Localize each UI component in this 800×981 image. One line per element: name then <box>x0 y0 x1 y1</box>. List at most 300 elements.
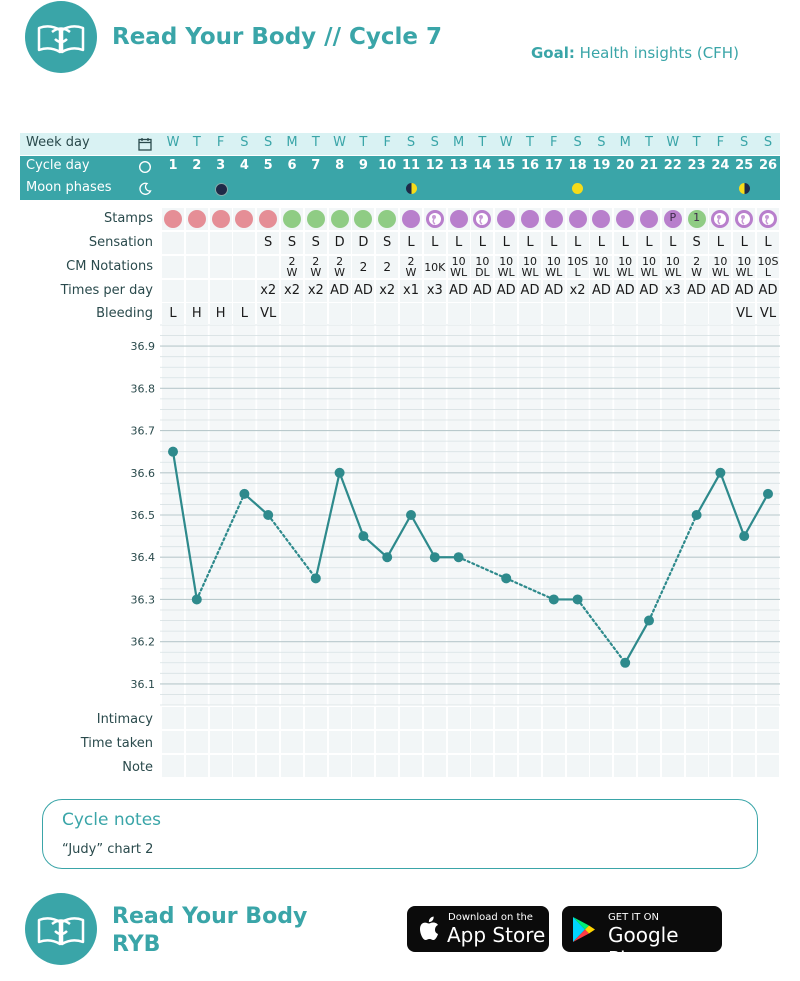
grid-cell <box>162 280 184 302</box>
grid-cell <box>329 755 351 777</box>
grid-cell <box>400 755 422 777</box>
grid-cell <box>210 755 232 777</box>
cm-notation-cell: WL <box>711 266 729 279</box>
baby-icon <box>711 210 729 228</box>
grid-cell <box>162 755 184 777</box>
baby-icon <box>473 210 491 228</box>
grid-cell <box>329 707 351 729</box>
y-tick-label: 36.3 <box>130 593 155 607</box>
play-icon <box>572 916 596 943</box>
stamp-purple <box>521 210 539 228</box>
data-point <box>501 573 511 583</box>
week-day-cell: M <box>619 135 631 150</box>
grid-cell <box>495 707 517 729</box>
cm-notation-cell: 10S <box>757 255 779 268</box>
cm-notation-cell: 10S <box>567 255 589 268</box>
app-store-small-text: Download on the <box>448 912 533 923</box>
grid-cell <box>614 303 636 325</box>
grid-cell <box>376 731 398 753</box>
grid-cell <box>709 707 731 729</box>
cycle-day-cell: 5 <box>263 158 273 173</box>
stamp-purple-peak <box>664 210 682 228</box>
note-label: Note <box>122 760 153 775</box>
grid-cell <box>329 731 351 753</box>
data-point <box>430 552 440 562</box>
cm-notation-cell: WL <box>497 266 515 279</box>
google-play-badge[interactable] <box>562 906 722 971</box>
grid-cell <box>257 707 279 729</box>
cycle-day-cell: 10 <box>378 158 397 173</box>
grid-cell <box>471 731 493 753</box>
week-day-cell: T <box>359 135 368 150</box>
cycle-day-cell: 1 <box>168 158 178 173</box>
sensation-cell: S <box>287 235 297 250</box>
grid-cell <box>638 731 660 753</box>
stamp-purple <box>545 210 563 228</box>
times-per-day-cell: x2 <box>284 283 300 298</box>
grid-cell <box>733 755 755 777</box>
times-per-day-cell: x2 <box>307 283 324 298</box>
grid-cell <box>567 707 589 729</box>
data-point <box>715 468 725 478</box>
grid-cell <box>709 755 731 777</box>
week-day-cell: S <box>430 135 439 150</box>
grid-cell <box>614 707 636 729</box>
data-point <box>311 573 321 583</box>
grid-cell <box>424 303 446 325</box>
cycle-day-cell: 14 <box>473 158 492 173</box>
grid-cell <box>233 256 255 278</box>
baby-icon <box>426 210 444 228</box>
cm-notation-cell: W <box>334 266 346 279</box>
stamp-purple-baby <box>426 210 444 228</box>
cycle-day-cell: 11 <box>401 158 421 173</box>
data-point <box>692 510 702 520</box>
cycle-day-cell: 12 <box>425 158 444 173</box>
grid-cell <box>662 707 684 729</box>
stamp-purple-baby <box>735 210 753 228</box>
grid-cell <box>757 755 779 777</box>
week-day-cell: T <box>692 135 701 150</box>
data-point <box>382 552 392 562</box>
grid-cell <box>448 707 470 729</box>
sensation-cell: L <box>573 235 582 250</box>
cycle-day-cell: 2 <box>192 158 202 173</box>
bleeding-cell: H <box>215 306 226 321</box>
week-day-cell: S <box>406 135 416 150</box>
grid-cell <box>186 755 208 777</box>
grid-cell <box>757 731 779 753</box>
grid-cell <box>471 303 493 325</box>
grid-cell <box>400 731 422 753</box>
grid-cell <box>352 707 374 729</box>
times-per-day-cell: AD <box>496 283 516 298</box>
week-day-cell: M <box>286 135 298 150</box>
week-day-cell: S <box>264 135 273 150</box>
cm-notation-cell: WL <box>735 266 753 279</box>
cm-notation-cell: W <box>691 266 703 279</box>
stamp-text: 1 <box>693 211 701 224</box>
data-point <box>739 531 749 541</box>
cycle-notes-body: “Judy” chart 2 <box>62 842 154 857</box>
sensation-cell: S <box>264 235 273 250</box>
grid-cell <box>233 755 255 777</box>
bleeding-cell: VL <box>759 306 777 321</box>
cycle-day-cell: 9 <box>358 158 368 173</box>
cycle-day-cell: 20 <box>616 158 635 173</box>
sensation-cell: L <box>454 235 463 250</box>
grid-cell <box>400 707 422 729</box>
cm-notation-cell: 10K <box>424 261 446 274</box>
times-per-day-cell: x2 <box>569 283 586 298</box>
grid-cell <box>709 731 731 753</box>
cm-notation-cell: 2 <box>312 255 320 268</box>
grid-cell <box>424 731 446 753</box>
sensation-cell: L <box>597 235 606 250</box>
grid-cell <box>210 280 232 302</box>
grid-cell <box>376 707 398 729</box>
grid-cell <box>590 303 612 325</box>
sensation-cell: S <box>383 235 392 250</box>
grid-cell <box>638 303 660 325</box>
times-per-day-cell: AD <box>758 283 778 298</box>
data-point <box>358 531 368 541</box>
stamp-text: P <box>669 211 677 224</box>
week-day-cell: S <box>597 135 606 150</box>
grid-cell <box>686 707 708 729</box>
bleeding-label: Bleeding <box>96 306 153 321</box>
cm-notation-cell: L <box>764 266 772 279</box>
cm-notation-cell: 10 <box>665 255 680 268</box>
cm-notation-cell: W <box>405 266 417 279</box>
stamp-purple <box>450 210 468 228</box>
week-day-cell: F <box>716 135 725 150</box>
times-per-day-label: Times per day <box>60 283 153 298</box>
grid-cell <box>400 303 422 325</box>
google-play-big-text: Google Play <box>608 923 679 971</box>
cycle-day-cell: 21 <box>639 158 659 173</box>
week-day-label: Week day <box>26 135 90 150</box>
cycle-day-cell: 4 <box>239 158 249 173</box>
cycle-day-cell: 3 <box>216 158 226 173</box>
times-per-day-cell: AD <box>615 283 635 298</box>
data-point <box>620 658 630 668</box>
times-per-day-cell: x3 <box>426 283 443 298</box>
grid-cell <box>186 256 208 278</box>
cycle-day-cell: 18 <box>568 158 587 173</box>
data-point <box>263 510 273 520</box>
bleeding-cell: H <box>191 306 202 321</box>
grid-cell <box>590 731 612 753</box>
grid-cell <box>210 731 232 753</box>
week-day-cell: W <box>499 135 513 150</box>
footer-title: Read Your Body <box>112 904 308 929</box>
week-day-cell: W <box>333 135 347 150</box>
grid-cell <box>709 303 731 325</box>
cm-notation-cell: WL <box>592 266 610 279</box>
data-point <box>763 489 773 499</box>
week-day-cell: S <box>240 135 249 150</box>
sensation-cell: L <box>621 235 629 250</box>
cm-notations-label: CM Notations <box>66 259 153 274</box>
week-day-cell: F <box>383 135 391 150</box>
sensation-cell: D <box>334 235 345 250</box>
data-point <box>192 594 202 604</box>
sensation-label: Sensation <box>88 235 153 250</box>
week-day-cell: F <box>216 135 225 150</box>
baby-icon <box>735 210 753 228</box>
grid-cell <box>448 755 470 777</box>
grid-cell <box>210 707 232 729</box>
page-title: Read Your Body // Cycle 7 <box>112 24 442 50</box>
grid-cell <box>471 707 493 729</box>
footer-logo <box>25 893 97 965</box>
data-point <box>573 594 583 604</box>
grid-cell <box>495 303 517 325</box>
data-point <box>335 468 345 478</box>
data-point <box>168 447 178 457</box>
grid-cell <box>733 707 755 729</box>
times-per-day-cell: AD <box>520 283 540 298</box>
grid-cell <box>210 232 232 254</box>
y-tick-label: 36.2 <box>130 635 155 649</box>
times-per-day-cell: AD <box>734 283 754 298</box>
cm-notation-cell: WL <box>640 266 658 279</box>
cm-notation-cell: 10 <box>546 255 561 268</box>
moon-phases-label: Moon phases <box>26 180 112 195</box>
cm-notation-cell: L <box>574 266 581 279</box>
sensation-cell: L <box>764 235 772 250</box>
cm-notation-cell: WL <box>545 266 563 279</box>
grid-cell <box>257 256 279 278</box>
times-per-day-cell: AD <box>710 283 730 298</box>
grid-cell <box>233 280 255 302</box>
sensation-cell: L <box>502 235 510 250</box>
grid-cell <box>424 707 446 729</box>
grid-cell <box>305 707 327 729</box>
data-point <box>239 489 249 499</box>
week-day-cell: T <box>645 135 653 150</box>
cm-notation-cell: 10 <box>642 255 656 268</box>
grid-cell <box>186 280 208 302</box>
grid-cell <box>186 232 208 254</box>
intimacy-label: Intimacy <box>96 712 153 727</box>
grid-cell <box>376 303 398 325</box>
times-per-day-cell: AD <box>591 283 611 298</box>
grid-cell <box>567 755 589 777</box>
y-tick-label: 36.9 <box>130 340 155 354</box>
stamp-red <box>212 210 230 228</box>
sensation-cell: L <box>716 235 725 250</box>
grid-cell <box>662 731 684 753</box>
bleeding-cell: VL <box>260 306 277 321</box>
grid-cell <box>281 755 303 777</box>
grid-cell <box>281 731 303 753</box>
stamp-purple-baby <box>711 210 729 228</box>
cycle-day-label: Cycle day <box>26 158 90 173</box>
grid-cell <box>281 707 303 729</box>
grid-cell <box>614 731 636 753</box>
grid-cell <box>638 755 660 777</box>
cycle-day-cell: 8 <box>335 158 345 173</box>
grid-cell <box>352 755 374 777</box>
stamp-red <box>164 210 182 228</box>
data-point <box>454 552 464 562</box>
grid-cell <box>519 707 541 729</box>
week-day-cell: W <box>666 135 680 150</box>
grid-cell <box>614 755 636 777</box>
grid-cell <box>567 731 589 753</box>
grid-cell <box>686 731 708 753</box>
cm-notation-cell: 10 <box>475 255 490 268</box>
times-per-day-cell: AD <box>472 283 492 298</box>
grid-cell <box>519 731 541 753</box>
grid-cell <box>162 707 184 729</box>
cm-notation-cell: 2 <box>383 260 391 274</box>
cycle-notes-title: Cycle notes <box>62 810 162 830</box>
week-day-cell: T <box>192 135 201 150</box>
grid-cell <box>638 707 660 729</box>
sensation-cell: L <box>645 235 653 250</box>
grid-cell <box>543 707 565 729</box>
grid-cell <box>543 755 565 777</box>
cm-notation-cell: DL <box>475 266 490 279</box>
time-taken-label: Time taken <box>80 736 153 751</box>
sensation-cell: S <box>692 235 701 250</box>
y-tick-label: 36.5 <box>130 509 155 522</box>
times-per-day-cell: x3 <box>664 283 681 298</box>
data-point <box>644 616 654 626</box>
grid-cell <box>329 303 351 325</box>
cm-notation-cell: W <box>310 266 322 279</box>
week-day-cell: S <box>573 135 582 150</box>
cycle-day-cell: 23 <box>687 158 706 173</box>
cycle-day-cell: 6 <box>287 158 297 173</box>
cycle-day-cell: 19 <box>592 158 611 173</box>
grid-cell <box>448 303 470 325</box>
cm-notation-cell: WL <box>450 266 468 279</box>
grid-cell <box>162 731 184 753</box>
cm-notation-cell: WL <box>616 266 634 279</box>
cycle-day-cell: 16 <box>520 158 540 173</box>
grid-cell <box>352 303 374 325</box>
cycle-day-cell: 13 <box>449 158 468 173</box>
y-tick-label: 36.1 <box>130 677 155 691</box>
grid-cell <box>448 731 470 753</box>
grid-cell <box>305 731 327 753</box>
app-store-big-text: App Store <box>447 923 546 947</box>
sensation-cell: L <box>526 235 534 250</box>
week-day-cell: S <box>763 135 773 150</box>
times-per-day-cell: AD <box>544 283 564 298</box>
grid-cell <box>519 755 541 777</box>
cm-notation-cell: 10 <box>499 255 514 268</box>
week-day-cell: W <box>166 135 180 150</box>
week-day-cell: T <box>311 135 320 150</box>
grid-cell <box>590 707 612 729</box>
grid-cell <box>662 755 684 777</box>
y-tick-label: 36.6 <box>130 466 155 480</box>
footer-subtitle: RYB <box>112 932 161 957</box>
grid-cell <box>567 303 589 325</box>
y-tick-label: 36.7 <box>130 424 155 438</box>
sensation-cell: S <box>311 235 320 250</box>
stamp-red <box>188 210 206 228</box>
stamp-purple <box>640 210 658 228</box>
grid-cell <box>495 731 517 753</box>
cm-notation-cell: 2 <box>336 255 344 268</box>
goal-key: Goal: <box>531 44 575 62</box>
grid-cell <box>424 755 446 777</box>
cm-notation-cell: 2 <box>693 255 701 268</box>
week-day-cell: T <box>526 135 534 150</box>
week-day-cell: S <box>740 135 749 150</box>
cm-notation-cell: 10 <box>713 255 728 268</box>
times-per-day-cell: AD <box>687 283 707 298</box>
grid-cell <box>376 755 398 777</box>
grid-cell <box>543 731 565 753</box>
grid-cell <box>686 755 708 777</box>
week-day-cell: T <box>478 135 487 150</box>
goal-value: Health insights (CFH) <box>579 44 739 62</box>
grid-cell <box>186 731 208 753</box>
cm-notation-cell: 2 <box>359 260 368 274</box>
bleeding-cell: L <box>240 306 249 321</box>
grid-cell <box>543 303 565 325</box>
week-day-cell: M <box>452 135 465 150</box>
cm-notation-cell: 10 <box>594 255 609 268</box>
cm-notation-cell: 10 <box>523 255 537 268</box>
stamp-green <box>307 210 325 228</box>
week-day-cell: F <box>550 135 558 150</box>
grid-cell <box>662 303 684 325</box>
grid-cell <box>257 731 279 753</box>
cycle-day-cell: 26 <box>758 158 778 173</box>
stamp-purple <box>402 210 420 228</box>
grid-cell <box>210 256 232 278</box>
grid-cell <box>257 755 279 777</box>
cm-notation-cell: WL <box>521 266 539 279</box>
data-point <box>406 510 416 520</box>
times-per-day-cell: x2 <box>260 283 277 298</box>
grid-cell <box>186 707 208 729</box>
app-store-badge[interactable] <box>407 906 549 952</box>
grid-cell <box>233 731 255 753</box>
cm-notation-cell: 2 <box>288 255 296 268</box>
grid-cell <box>733 731 755 753</box>
cm-notation-cell: W <box>286 266 298 279</box>
stamp-green-count <box>688 210 706 228</box>
times-per-day-cell: x2 <box>379 283 396 298</box>
stamps-label: Stamps <box>103 211 153 226</box>
stamp-green <box>283 210 301 228</box>
times-per-day-cell: AD <box>353 283 373 298</box>
grid-cell <box>495 755 517 777</box>
data-point <box>549 594 559 604</box>
grid-cell <box>471 755 493 777</box>
grid-cell <box>162 256 184 278</box>
grid-cell <box>233 232 255 254</box>
cm-notation-cell: 2 <box>407 255 415 268</box>
grid-cell <box>757 707 779 729</box>
times-per-day-cell: AD <box>330 283 350 298</box>
cm-notation-cell: 10 <box>737 255 752 268</box>
sensation-cell: D <box>358 235 369 250</box>
stamp-purple-baby <box>473 210 491 228</box>
cm-notation-cell: 10 <box>451 255 466 268</box>
times-per-day-cell: AD <box>639 283 659 298</box>
cycle-day-cell: 25 <box>735 158 754 173</box>
